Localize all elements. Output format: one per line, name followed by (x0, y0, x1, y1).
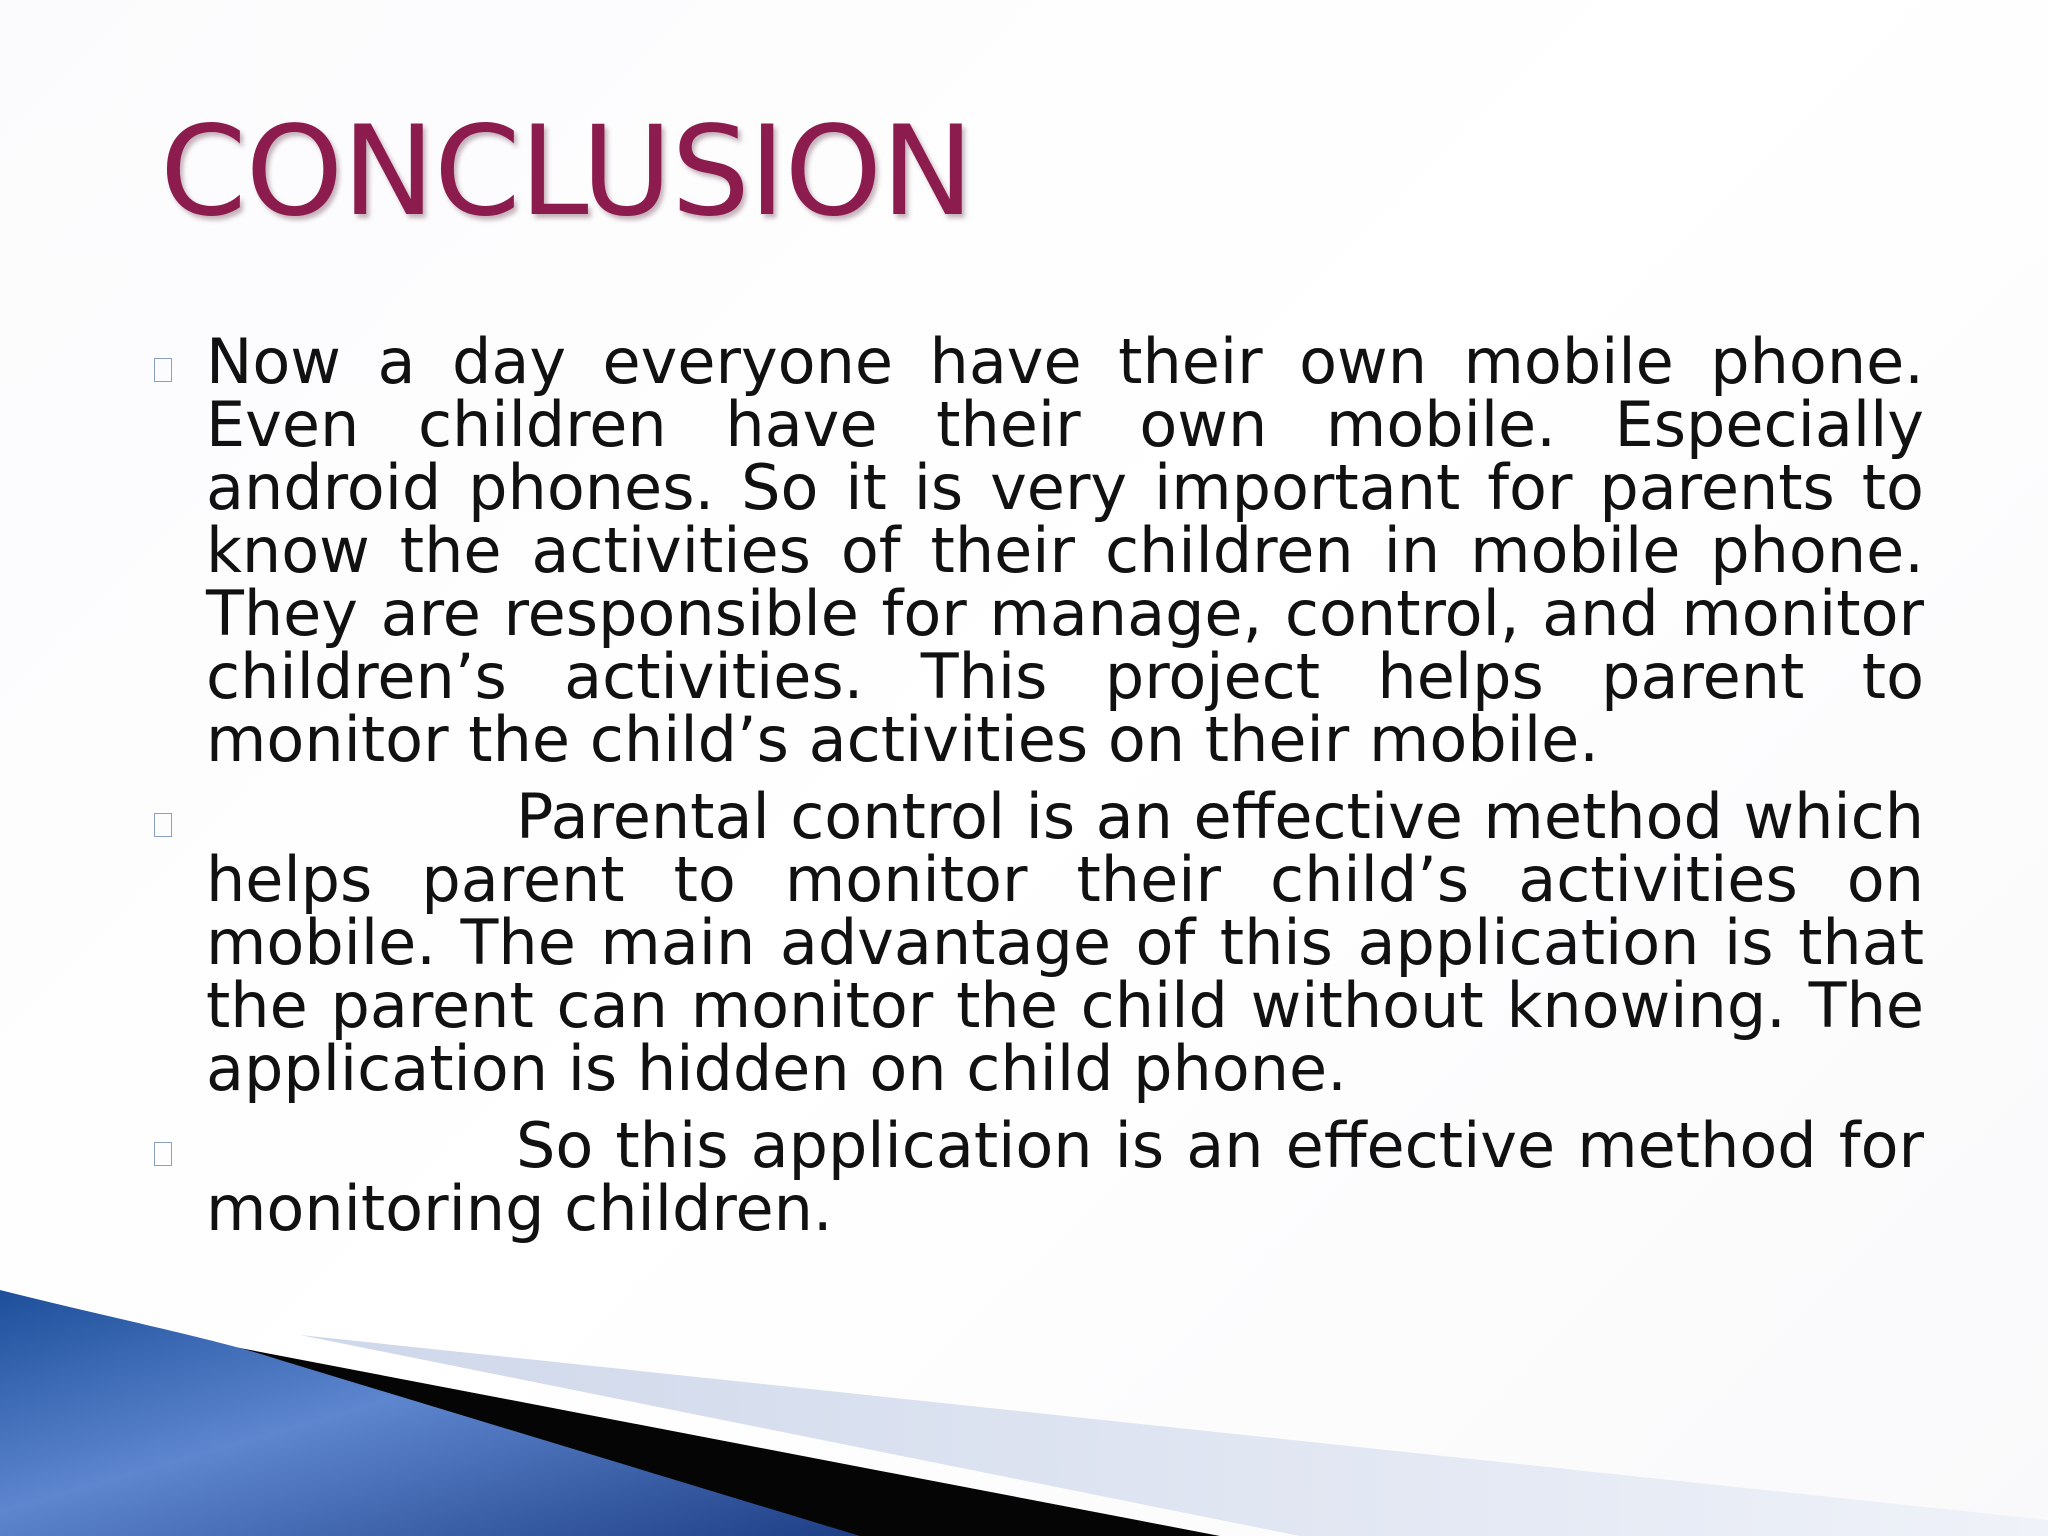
slide-title: CONCLUSION (160, 100, 973, 244)
bullet-text: Now a day everyone have their own mobile phone. Even children have their own mobile. Especially android phones. So it is very important for parents to know the activities of their children in mobile phone. They are responsible for manage, control, and monitor children’s activities. This project helps parent to monitor the child’s activities on their mobile. (206, 325, 1924, 776)
bullet-text: So this application is an effective method for monitoring children. (206, 1109, 1924, 1245)
bullet-text: Parental control is an effective method which helps parent to monitor their child’s activities on mobile. The main advantage of this application is that the parent can monitor the child without knowing. The application is hidden on child phone. (206, 780, 1924, 1105)
